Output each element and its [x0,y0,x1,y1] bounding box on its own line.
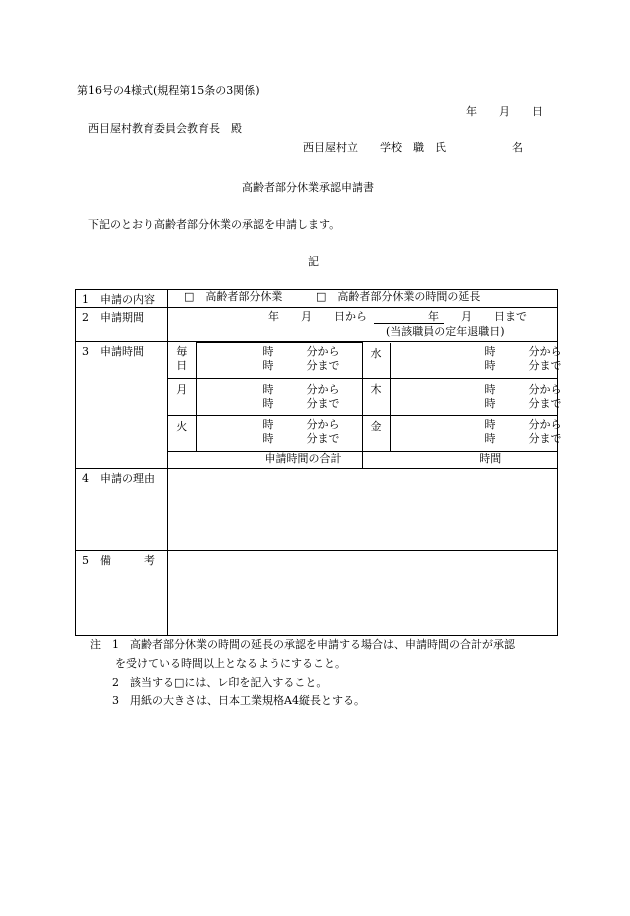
day-thu: 木 [362,379,390,415]
form-number: 第16号の4様式(規程第15条の3関係) [77,84,260,97]
ki-label: 記 [308,255,319,268]
note-1a: 注 1 高齢者部分休業の時間の延長の承認を申請する場合は、申請時間の合計が承認 [90,638,515,651]
label-content: 1 申請の内容 [76,290,168,308]
row-hours [76,342,558,469]
time-to[interactable]: 時 分まで [262,359,340,372]
period-to[interactable]: 年 月 日まで [428,310,527,323]
note-3: 3 用紙の大きさは、日本工業規格A4縦長とする。 [112,694,365,707]
label-remarks: 5 備 考 [76,551,168,636]
time-from[interactable]: 時 分から [262,383,340,397]
time-from[interactable]: 時 分から [484,417,562,431]
note-1b: を受けている時間以上となるようにすること。 [115,657,346,670]
reason-field[interactable] [168,469,558,551]
option-partial-leave-extension[interactable]: □ 高齢者部分休業の時間の延長 [316,290,481,303]
time-from[interactable]: 時 分から [484,344,562,358]
period-from[interactable]: 年 月 日から [268,310,367,323]
time-to[interactable]: 時 分まで [484,397,562,411]
row-content [76,290,558,308]
row-remarks [76,551,558,636]
intro-text: 下記のとおり高齢者部分休業の承認を申請します。 [88,218,341,231]
total-hours-unit[interactable]: 時間 [362,452,558,468]
label-hours: 3 申請時間 [76,342,168,469]
label-reason: 4 申請の理由 [76,469,168,551]
row-reason [76,469,558,551]
note-2: 2 該当する□には、レ印を記入すること。 [112,676,328,689]
time-from[interactable]: 時 分から [484,383,562,397]
addressee: 西目屋村教育委員会教育長 殿 [88,122,242,135]
day-fri: 金 [362,415,390,451]
application-table [75,289,562,636]
time-to[interactable]: 時 分まで [484,431,562,445]
total-hours-label: 申請時間の合計 [168,452,362,468]
date-line: 年 月 日 [466,105,543,118]
label-period: 2 申請期間 [76,308,168,342]
time-from[interactable]: 時 分から [262,417,340,431]
row-period [76,308,558,342]
remarks-field[interactable] [168,551,558,636]
option-partial-leave[interactable]: □ 高齢者部分休業 [184,290,283,303]
period-note: (当該職員の定年退職日) [386,325,505,338]
document-title: 高齢者部分休業承認申請書 [242,181,374,194]
day-wed: 水 [362,343,390,379]
time-to[interactable]: 時 分まで [262,431,340,445]
day-mon: 月 [168,379,196,415]
hours-grid [168,342,562,468]
time-from[interactable]: 時 分から [262,345,340,358]
time-to[interactable]: 時 分まで [484,358,562,372]
day-tue: 火 [168,415,196,451]
time-to[interactable]: 時 分まで [262,397,340,411]
day-every: 毎 日 [168,343,196,379]
applicant-line: 西目屋村立 学校 職 氏 名 [303,141,523,154]
